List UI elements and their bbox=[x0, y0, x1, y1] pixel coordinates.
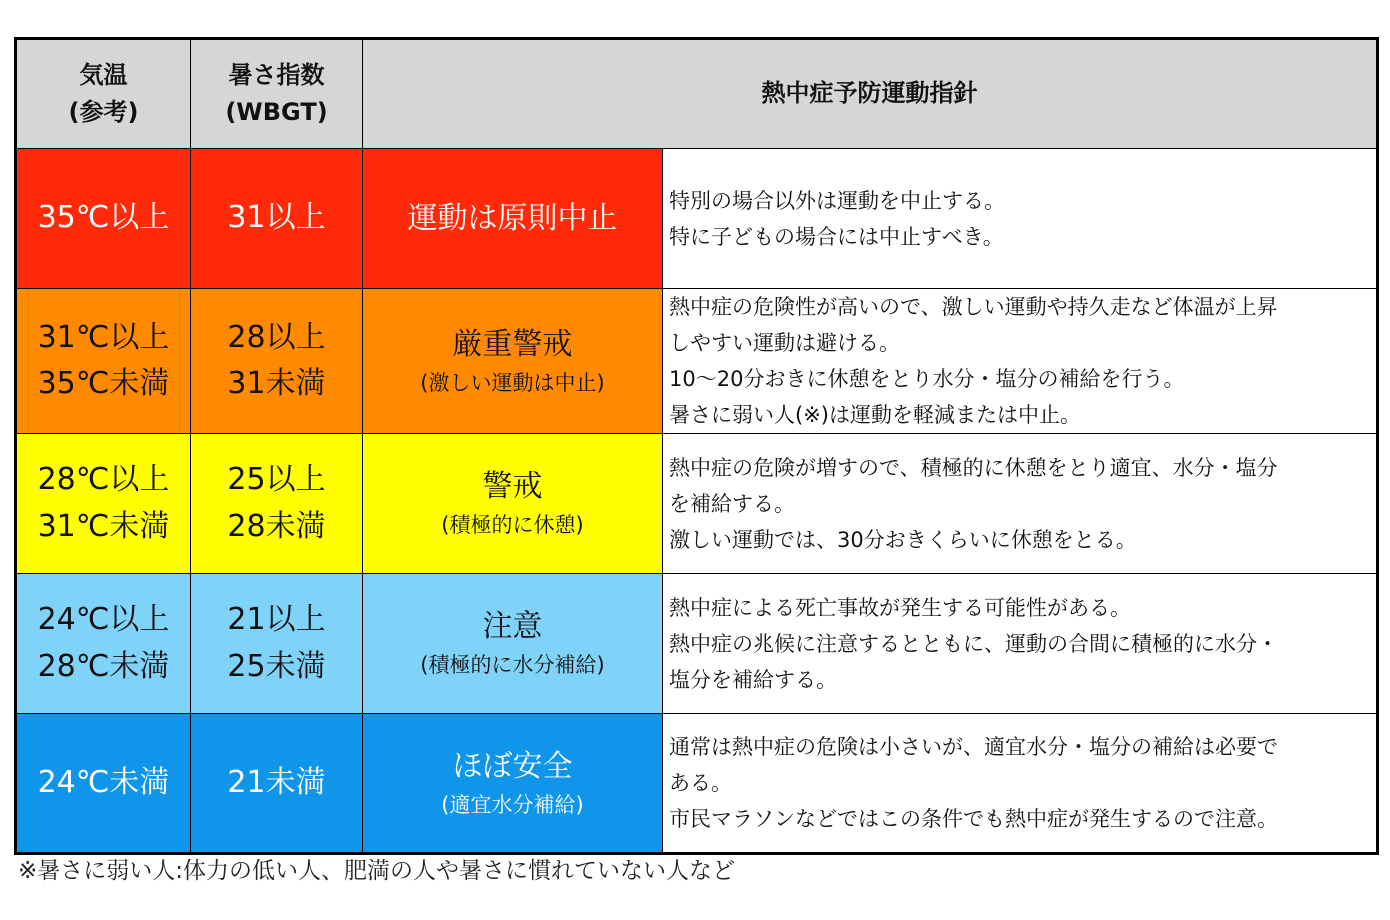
header-temperature-line2: (参考) bbox=[68, 98, 139, 126]
wbgt-cell bbox=[191, 574, 363, 714]
wbgt-cell bbox=[191, 434, 363, 574]
description-line: 熱中症による死亡事故が発生する可能性がある。 bbox=[669, 595, 1131, 620]
table-row-severe-warning bbox=[16, 289, 1378, 434]
wbgt-value: 21未満 bbox=[227, 764, 326, 800]
description-cell bbox=[663, 149, 1378, 289]
level-cell bbox=[363, 149, 663, 289]
temperature-value: 24℃未満 bbox=[37, 764, 170, 800]
description-cell bbox=[663, 434, 1378, 574]
wbgt-lower: 25以上 bbox=[227, 462, 326, 497]
level-label: 運動は原則中止 bbox=[407, 201, 618, 236]
temperature-cell bbox=[16, 289, 191, 434]
level-cell bbox=[363, 434, 663, 574]
level-sublabel: (激しい運動は中止) bbox=[420, 370, 605, 395]
table-row-danger bbox=[16, 149, 1378, 289]
temperature-upper: 28℃未満 bbox=[37, 648, 170, 684]
header-temperature-line1: 気温 bbox=[79, 60, 128, 89]
heat-guideline-table bbox=[14, 37, 1379, 855]
header-row bbox=[16, 39, 1378, 149]
level-label: ほぼ安全 bbox=[452, 748, 573, 784]
temperature-cell bbox=[16, 714, 191, 854]
temperature-upper: 35℃未満 bbox=[37, 366, 170, 401]
description-line: 熱中症の危険性が高いので、激しい運動や持久走など体温が上昇 bbox=[669, 295, 1278, 319]
temperature-cell bbox=[16, 149, 191, 289]
level-sublabel: (積極的に休憩) bbox=[441, 513, 584, 538]
wbgt-value: 31以上 bbox=[227, 200, 326, 236]
description-line: 通常は熱中症の危険は小さいが、適宜水分・塩分の補給は必要で bbox=[669, 735, 1278, 759]
level-cell bbox=[363, 574, 663, 714]
footnote: ※暑さに弱い人:体力の低い人、肥満の人や暑さに慣れていない人など bbox=[18, 858, 736, 884]
level-cell bbox=[363, 714, 663, 854]
wbgt-cell bbox=[191, 289, 363, 434]
heat-guideline-table-wrapper bbox=[14, 37, 1376, 855]
temperature-cell bbox=[16, 574, 191, 714]
wbgt-upper: 25未満 bbox=[227, 648, 326, 684]
description-cell bbox=[663, 714, 1378, 854]
description-line: 市民マラソンなどではこの条件でも熱中症が発生するので注意。 bbox=[669, 807, 1278, 831]
temperature-value: 35℃以上 bbox=[37, 200, 170, 236]
description-line: 激しい運動では、30分おきくらいに休憩をとる。 bbox=[669, 527, 1137, 552]
table-row-almost-safe bbox=[16, 714, 1378, 854]
description-line: 特に子どもの場合には中止すべき。 bbox=[669, 224, 1004, 249]
temperature-lower: 28℃以上 bbox=[37, 462, 170, 497]
wbgt-upper: 28未満 bbox=[227, 508, 326, 544]
table-row-warning bbox=[16, 434, 1378, 574]
wbgt-lower: 21以上 bbox=[227, 602, 326, 637]
temperature-upper: 31℃未満 bbox=[37, 508, 170, 544]
temperature-lower: 24℃以上 bbox=[37, 602, 170, 637]
level-label: 厳重警戒 bbox=[452, 326, 573, 362]
temperature-cell bbox=[16, 434, 191, 574]
level-label: 注意 bbox=[482, 609, 543, 645]
level-cell bbox=[363, 289, 663, 434]
wbgt-upper: 31未満 bbox=[227, 366, 326, 401]
table-row-caution bbox=[16, 574, 1378, 714]
level-sublabel: (積極的に水分補給) bbox=[420, 653, 605, 678]
description-line: 10〜20分おきに休憩をとり水分・塩分の補給を行う。 bbox=[669, 367, 1185, 391]
level-sublabel: (適宜水分補給) bbox=[441, 792, 584, 817]
header-temperature bbox=[16, 39, 191, 149]
description-cell bbox=[663, 289, 1378, 434]
description-line: ある。 bbox=[669, 771, 732, 795]
wbgt-lower: 28以上 bbox=[227, 319, 326, 355]
header-wbgt-line2: (WBGT) bbox=[225, 98, 328, 126]
description-line: 特別の場合以外は運動を中止する。 bbox=[669, 188, 1005, 213]
header-guideline: 熱中症予防運動指針 bbox=[363, 39, 1378, 149]
description-line: を補給する。 bbox=[669, 491, 795, 516]
description-line: 塩分を補給する。 bbox=[669, 667, 837, 692]
wbgt-cell bbox=[191, 149, 363, 289]
description-cell bbox=[663, 574, 1378, 714]
description-line: 熱中症の危険が増すので、積極的に休憩をとり適宜、水分・塩分 bbox=[669, 455, 1278, 480]
description-line: しやすい運動は避ける。 bbox=[669, 331, 900, 355]
description-line: 熱中症の兆候に注意するとともに、運動の合間に積極的に水分・ bbox=[669, 631, 1278, 656]
description-line: 暑さに弱い人(※)は運動を軽減または中止。 bbox=[669, 403, 1081, 427]
level-label: 警戒 bbox=[482, 469, 543, 505]
header-wbgt-line1: 暑さ指数 bbox=[228, 60, 325, 89]
header-wbgt bbox=[191, 39, 363, 149]
wbgt-cell bbox=[191, 714, 363, 854]
temperature-lower: 31℃以上 bbox=[37, 319, 170, 355]
